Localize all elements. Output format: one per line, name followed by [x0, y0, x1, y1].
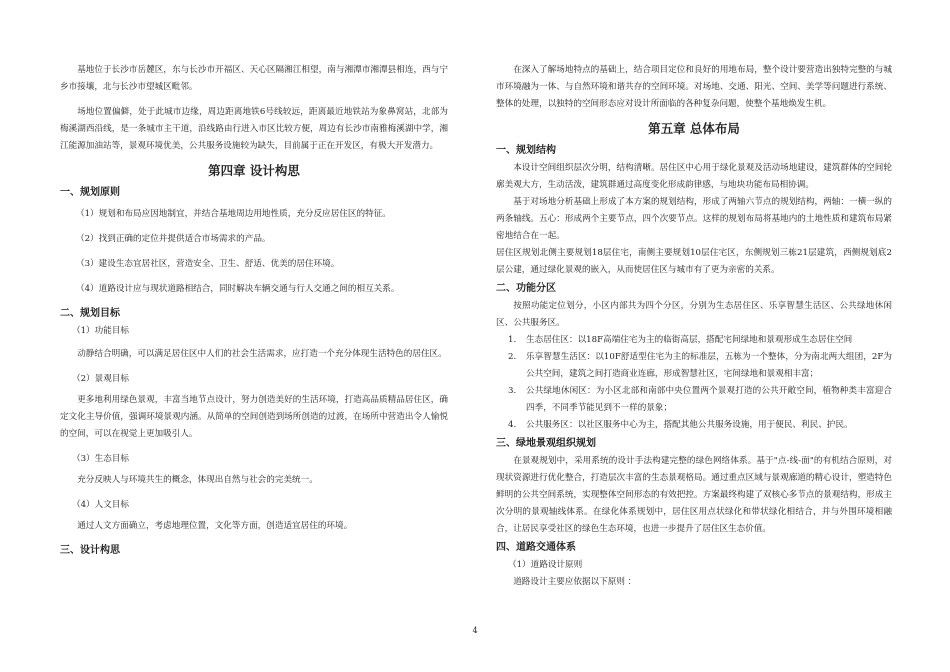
principle-item: （3）建设生态宜居社区，营造安全、卫生、舒适、优美的居住环境。	[76, 259, 340, 269]
chapter-4-title: 第四章 设计构思	[208, 163, 300, 178]
structure-paragraph: 本设计空间组织层次分明，结构清晰。居住区中心用于绿化景观及活动场地建设，建筑群体的空间轮廓美观大方，生动活泼，建筑群通过高度变化形成韵律感，与地块功能布局相协调。	[496, 163, 892, 190]
intro-paragraph-location: 基地位于长沙市岳麓区，东与长沙市开福区、天心区隔湘江相望，南与湘潭市湘潭县相连，西与宁乡市接壤，北与长沙市望城区毗邻。	[60, 65, 448, 92]
list-item-text: 公共绿地休闲区：为小区北部和南部中央位置两个景观打造的公共开敞空间，植物种类丰富迎合四季，不同季节能见到不一样的景象；	[526, 386, 892, 413]
list-item-number: 1.	[508, 335, 517, 345]
section-design-concept: 三、设计构思	[60, 545, 120, 556]
structure-paragraph: 居住区规划北侧主要规划18层住宅，南侧主要规划10层住宅区，东侧规划三栋21层建筑，西侧规划底2层公建，通过绿化景观的嵌入，从而使居住区与城市有了更为亲密的关系。	[496, 248, 892, 275]
list-item	[496, 349, 892, 383]
list-item	[496, 417, 892, 434]
principle-item: （4）道路设计应与现状道路相结合，同时解决车辆交通与行人交通之间的相互关系。	[76, 284, 400, 294]
goal-humanities-label: （4）人文目标	[72, 500, 130, 510]
list-item-number: 4.	[508, 420, 517, 430]
section-planning-principles: 一、规划原则	[60, 187, 120, 198]
zones-list	[496, 332, 892, 434]
right-column	[496, 62, 892, 591]
principle-item: （1）规划和布局应因地制宜，并结合基地周边用地性质，充分反应居住区的特征。	[76, 209, 391, 219]
goal-ecology-text: 充分反映人与环境共生的概念，体现出自然与社会的完美统一。	[77, 475, 318, 485]
road-principles-label: （1）道路设计原则	[508, 560, 583, 570]
road-principles-text: 道路设计主要应依据以下原则 ：	[513, 577, 637, 587]
left-column	[60, 62, 448, 560]
section-planning-goals: 二、规划目标	[60, 308, 120, 319]
section-road-traffic: 四、道路交通体系	[496, 542, 576, 553]
goal-humanities-text: 通过人文方面确立，考虑地理位置，文化等方面，创造适宜居住的环境。	[77, 521, 353, 531]
goal-function-text: 动静结合明确，可以满足居住区中人们的社会生活需求，应打造一个充分体现生活特色的居住区。	[77, 349, 447, 359]
list-item-number: 2.	[508, 352, 517, 362]
list-item-number: 3.	[508, 386, 517, 396]
section-functional-zones: 二、功能分区	[496, 283, 556, 294]
intro-paragraph-site: 场地位置偏僻，处于此城市边缘，周边距离地铁6号线较远，距离最近地铁站为象鼻窝站，北部为梅溪湖西沿线，是一条城市主干道，沿线路由行进入市区比较方便，周边有长沙市南雅梅溪湖中学，湘江能源加油站等，景观环境优美，公共服务设施较为缺失，目前属于正在开发区，有极大开发潜力。	[60, 107, 448, 151]
goal-landscape-label: （2）景观目标	[72, 374, 130, 384]
chapter-5-title: 第五章 总体布局	[648, 121, 740, 136]
goal-ecology-label: （3）生态目标	[72, 454, 130, 464]
list-item-text: 公共服务区：以社区服务中心为主，搭配其他公共服务设施，用于便民、利民、护民。	[526, 420, 853, 430]
concept-intro-paragraph: 在深入了解场地特点的基础上，结合项目定位和良好的用地布局，整个设计要营造出独特完整的与城市环境融为一体、与自然环境和谐共存的空间环境。对场地、交通、阳光、空间、美学等问题进行系统、整体的处理，以独特的空间形态应对设计所面临的各种复杂问题，使整个基地焕发生机。	[496, 65, 892, 109]
goal-function-label: （1）功能目标	[72, 326, 130, 336]
structure-paragraph: 基于对场地分析基础上形成了本方案的规划结构，形成了两轴六节点的规划结构，两轴：一横一纵的两条轴线。五心：形成两个主要节点，四个次要节点。这样的规划布局将基地内的土地性质和建筑布局紧密地结合在一起。	[496, 197, 892, 241]
zones-intro-paragraph: 按照功能定位划分，小区内部共为四个分区，分别为生态居住区、乐享智慧生活区、公共绿地休闲区、公共服务区。	[496, 301, 892, 328]
list-item-text: 生态居住区：以18F高端住宅为主的临街高层，搭配宅间绿地和景观形成生态居住空间	[526, 335, 853, 345]
principle-item: （2）找到正确的定位并提供适合市场需求的产品。	[76, 234, 271, 244]
list-item-text: 乐享智慧生活区：以10F舒适型住宅为主的标准层，五栋为一个整体，分为南北两大组团，2F为公共空间，建筑之间打造商业连廊，形成智慧社区，宅间绿地和景观相丰富；	[526, 352, 892, 379]
landscape-paragraph: 在景观规划中，采用系统的设计手法构建完整的绿色网络体系。基于"点-线-面"的有机结合原则，对现状资源进行优化整合，打造层次丰富的生态景观格局。通过重点区域与景观廊道的精心设计，塑造特色鲜明的公共空间系统，实现整体空间形态的有效把控。方案最终构建了双核心多节点的景观结构，形成主次分明的景观轴线体系。在绿化体系规划中，居住区用点状绿化和带状绿化相结合，并与外围环境相融合，让居民享受社区的绿色生态环境，也进一步提升了居住区生态价值。	[496, 456, 892, 534]
page-number: 4	[472, 626, 478, 635]
section-landscape-planning: 三、绿地景观组织规划	[496, 438, 596, 449]
list-item	[496, 383, 892, 417]
section-planning-structure: 一、规划结构	[496, 145, 556, 156]
list-item	[496, 332, 892, 349]
goal-landscape-text: 更多地利用绿色景观，丰富当地节点设计，努力创造美好的生活环境，打造高品质精品居住区，确定文化主导价值，强调环境景观内涵。从简单的空间创造到场所创造的过渡，在场所中营造出令人愉悦的空间，可以在视觉上更加吸引人。	[60, 395, 448, 439]
